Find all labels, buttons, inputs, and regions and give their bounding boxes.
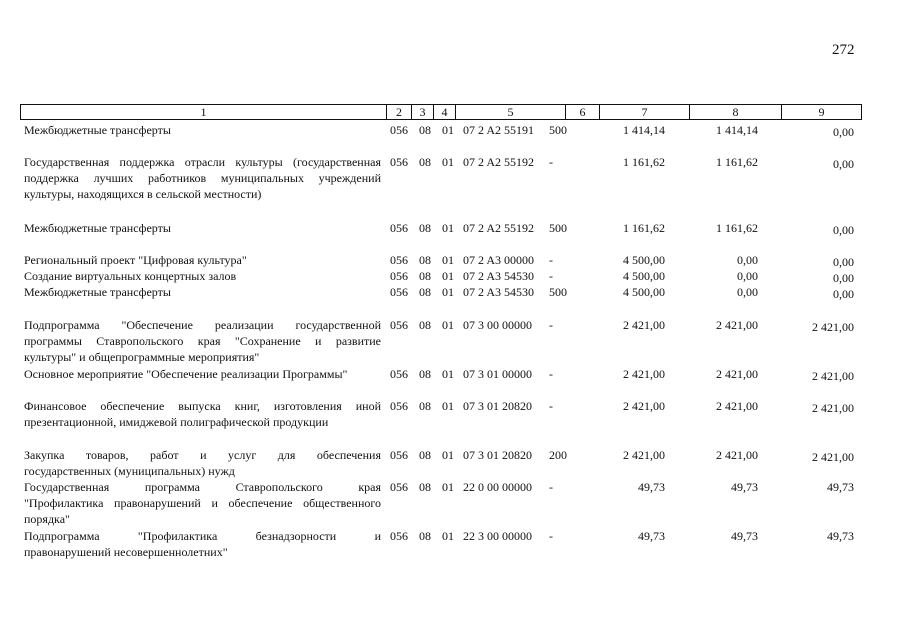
row-name-line: Закупка товаров, работ и услуг для обеспечения <box>24 448 381 462</box>
cell-c2: 056 <box>390 318 408 332</box>
row-name <box>24 252 381 268</box>
cell-c4: 01 <box>442 529 454 543</box>
cell-c8: 1 161,62 <box>716 221 758 235</box>
cell-c3: 08 <box>419 367 431 381</box>
cell-c7: 4 500,00 <box>623 253 665 267</box>
cell-c2: 056 <box>390 155 408 169</box>
cell-c9: 49,73 <box>827 529 854 543</box>
cell-c9: 2 421,00 <box>812 401 854 415</box>
header-col-5: 5 <box>455 105 565 119</box>
row-name-line: поддержка лучших работников муниципальных учреждений <box>24 171 381 185</box>
cell-c7: 2 421,00 <box>623 318 665 332</box>
cell-c5: 07 3 01 00000 <box>463 367 532 381</box>
header-col-9: 9 <box>781 105 861 119</box>
cell-c8: 49,73 <box>731 529 758 543</box>
cell-c2: 056 <box>390 399 408 413</box>
cell-c3: 08 <box>419 123 431 137</box>
cell-c9: 49,73 <box>827 480 854 494</box>
cell-c3: 08 <box>419 480 431 494</box>
row-name-line: государственных (муниципальных) нужд <box>24 464 235 478</box>
row-name <box>24 122 381 138</box>
table-header <box>20 104 862 120</box>
cell-c9: 0,00 <box>833 157 854 171</box>
cell-c6: - <box>549 253 553 267</box>
row-name <box>24 528 381 560</box>
cell-c4: 01 <box>442 448 454 462</box>
cell-c7: 2 421,00 <box>623 367 665 381</box>
cell-c9: 2 421,00 <box>812 450 854 464</box>
cell-c9: 0,00 <box>833 271 854 285</box>
cell-c7: 49,73 <box>638 480 665 494</box>
row-name <box>24 284 381 300</box>
page-number: 272 <box>832 42 855 58</box>
cell-c3: 08 <box>419 269 431 283</box>
cell-c7: 1 161,62 <box>623 155 665 169</box>
cell-c9: 0,00 <box>833 125 854 139</box>
cell-c6: 500 <box>549 123 567 137</box>
cell-c8: 1 414,14 <box>716 123 758 137</box>
cell-c2: 056 <box>390 285 408 299</box>
cell-c4: 01 <box>442 155 454 169</box>
cell-c6: 200 <box>549 448 567 462</box>
row-name-line: презентационной, имиджевой полиграфической продукции <box>24 415 329 429</box>
cell-c7: 2 421,00 <box>623 399 665 413</box>
cell-c2: 056 <box>390 448 408 462</box>
cell-c8: 0,00 <box>737 269 758 283</box>
cell-c5: 07 2 A2 55191 <box>463 123 535 137</box>
cell-c4: 01 <box>442 253 454 267</box>
cell-c4: 01 <box>442 480 454 494</box>
row-name-line: Финансовое обеспечение выпуска книг, изготовления иной <box>24 399 381 413</box>
cell-c3: 08 <box>419 529 431 543</box>
cell-c4: 01 <box>442 318 454 332</box>
cell-c5: 07 3 01 20820 <box>463 399 532 413</box>
cell-c7: 49,73 <box>638 529 665 543</box>
cell-c3: 08 <box>419 285 431 299</box>
cell-c4: 01 <box>442 123 454 137</box>
row-name-line: Подпрограмма "Обеспечение реализации государственной <box>24 318 381 332</box>
cell-c2: 056 <box>390 123 408 137</box>
row-name-line: Создание виртуальных концертных залов <box>24 269 237 283</box>
row-name-line: Межбюджетные трансферты <box>24 221 171 235</box>
cell-c9: 0,00 <box>833 255 854 269</box>
cell-c4: 01 <box>442 285 454 299</box>
header-col-7: 7 <box>599 105 689 119</box>
row-name-line: Межбюджетные трансферты <box>24 123 171 137</box>
cell-c6: - <box>549 318 553 332</box>
cell-c2: 056 <box>390 253 408 267</box>
header-col-8: 8 <box>689 105 781 119</box>
header-col-1: 1 <box>200 105 207 119</box>
cell-c4: 01 <box>442 221 454 235</box>
cell-c9: 0,00 <box>833 287 854 301</box>
cell-c4: 01 <box>442 399 454 413</box>
cell-c8: 2 421,00 <box>716 318 758 332</box>
row-name-line: Подпрограмма "Профилактика безнадзорности и <box>24 529 381 543</box>
cell-c6: - <box>549 269 553 283</box>
row-name-line: правонарушений несовершеннолетних" <box>24 545 228 559</box>
header-col-2: 2 <box>386 105 411 119</box>
cell-c7: 1 161,62 <box>623 221 665 235</box>
row-name <box>24 366 381 382</box>
header-col-6: 6 <box>565 105 599 119</box>
cell-c7: 1 414,14 <box>623 123 665 137</box>
row-name <box>24 398 381 430</box>
cell-c8: 2 421,00 <box>716 367 758 381</box>
cell-c6: 500 <box>549 221 567 235</box>
cell-c5: 07 2 A3 00000 <box>463 253 535 267</box>
cell-c5: 07 2 A3 54530 <box>463 269 535 283</box>
cell-c8: 0,00 <box>737 253 758 267</box>
cell-c8: 2 421,00 <box>716 399 758 413</box>
cell-c3: 08 <box>419 155 431 169</box>
cell-c8: 49,73 <box>731 480 758 494</box>
header-col-3: 3 <box>411 105 433 119</box>
cell-c6: - <box>549 480 553 494</box>
cell-c6: 500 <box>549 285 567 299</box>
row-name <box>24 447 381 479</box>
cell-c5: 22 0 00 00000 <box>463 480 532 494</box>
cell-c5: 22 3 00 00000 <box>463 529 532 543</box>
row-name-line: Основное мероприятие "Обеспечение реализации Программы" <box>24 367 348 381</box>
cell-c6: - <box>549 399 553 413</box>
row-name <box>24 479 381 527</box>
cell-c6: - <box>549 155 553 169</box>
cell-c9: 0,00 <box>833 223 854 237</box>
cell-c7: 4 500,00 <box>623 269 665 283</box>
cell-c6: - <box>549 529 553 543</box>
cell-c2: 056 <box>390 480 408 494</box>
cell-c2: 056 <box>390 529 408 543</box>
cell-c9: 2 421,00 <box>812 320 854 334</box>
row-name-line: Государственная поддержка отрасли культуры (государственная <box>24 155 381 169</box>
cell-c4: 01 <box>442 367 454 381</box>
cell-c4: 01 <box>442 269 454 283</box>
row-name <box>24 154 381 202</box>
row-name-line: порядка" <box>24 512 70 526</box>
cell-c6: - <box>549 367 553 381</box>
row-name <box>24 317 381 365</box>
row-name-line: программы Ставропольского края "Сохранение и развитие <box>24 334 381 348</box>
row-name <box>24 268 381 284</box>
row-name-line: Межбюджетные трансферты <box>24 285 171 299</box>
cell-c3: 08 <box>419 318 431 332</box>
row-name-line: культуры, находящихся в сельской местности) <box>24 187 262 201</box>
row-name-line: культуры" и общепрограммные мероприятия" <box>24 350 260 364</box>
cell-c7: 2 421,00 <box>623 448 665 462</box>
row-name-line: Государственная программа Ставропольского края <box>24 480 381 494</box>
cell-c3: 08 <box>419 448 431 462</box>
cell-c8: 1 161,62 <box>716 155 758 169</box>
cell-c2: 056 <box>390 269 408 283</box>
cell-c2: 056 <box>390 221 408 235</box>
cell-c3: 08 <box>419 399 431 413</box>
row-name-line: Региональный проект "Цифровая культура" <box>24 253 247 267</box>
cell-c9: 2 421,00 <box>812 369 854 383</box>
cell-c5: 07 3 01 20820 <box>463 448 532 462</box>
cell-c5: 07 2 A2 55192 <box>463 221 535 235</box>
cell-c2: 056 <box>390 367 408 381</box>
cell-c5: 07 2 A3 54530 <box>463 285 535 299</box>
cell-c7: 4 500,00 <box>623 285 665 299</box>
cell-c3: 08 <box>419 253 431 267</box>
row-name-line: "Профилактика правонарушений и обеспечение общественного <box>24 496 381 510</box>
header-col-4: 4 <box>433 105 455 119</box>
cell-c5: 07 3 00 00000 <box>463 318 532 332</box>
row-name <box>24 220 381 236</box>
cell-c5: 07 2 A2 55192 <box>463 155 535 169</box>
cell-c8: 0,00 <box>737 285 758 299</box>
cell-c8: 2 421,00 <box>716 448 758 462</box>
cell-c3: 08 <box>419 221 431 235</box>
